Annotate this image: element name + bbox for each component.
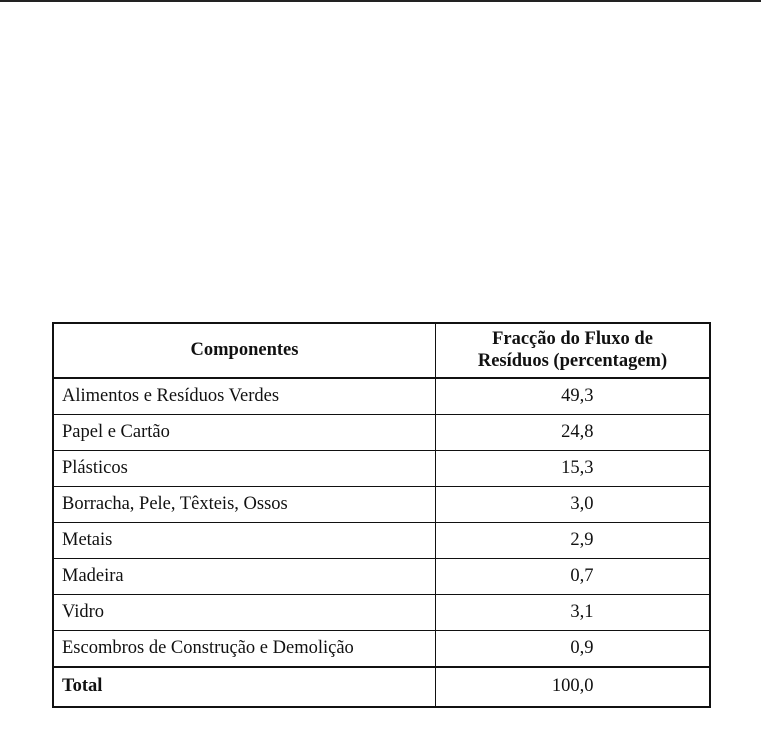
header-componentes: Componentes [53,323,436,378]
component-name: Alimentos e Resíduos Verdes [53,378,436,415]
top-rule [0,0,761,2]
table-row [53,559,710,595]
component-value: 2,9 [570,529,594,550]
header-fraccao-line1: Fracção do Fluxo de [492,329,653,350]
component-value: 3,0 [570,493,594,514]
table-row [53,631,710,668]
table-row [53,415,710,451]
waste-composition-table [52,322,711,708]
table-row [53,523,710,559]
table-header-row [53,323,710,378]
header-fraccao [436,323,711,378]
component-name: Vidro [53,595,436,631]
component-value: 49,3 [561,385,594,406]
component-value: 15,3 [561,457,594,478]
component-name: Escombros de Construção e Demolição [53,631,436,668]
table-row [53,487,710,523]
component-name: Madeira [53,559,436,595]
total-value: 100,0 [551,676,594,697]
total-label: Total [53,667,436,707]
component-name: Plásticos [53,451,436,487]
component-name: Borracha, Pele, Têxteis, Ossos [53,487,436,523]
header-fraccao-line2: Resíduos (percentagem) [477,350,668,371]
component-value: 24,8 [561,421,594,442]
component-name: Metais [53,523,436,559]
component-value: 0,9 [570,637,594,658]
component-name: Papel e Cartão [53,415,436,451]
table-total-row [53,667,710,707]
table-row [53,378,710,415]
component-value: 0,7 [570,565,594,586]
table-row [53,595,710,631]
component-value: 3,1 [570,601,594,622]
table-row [53,451,710,487]
